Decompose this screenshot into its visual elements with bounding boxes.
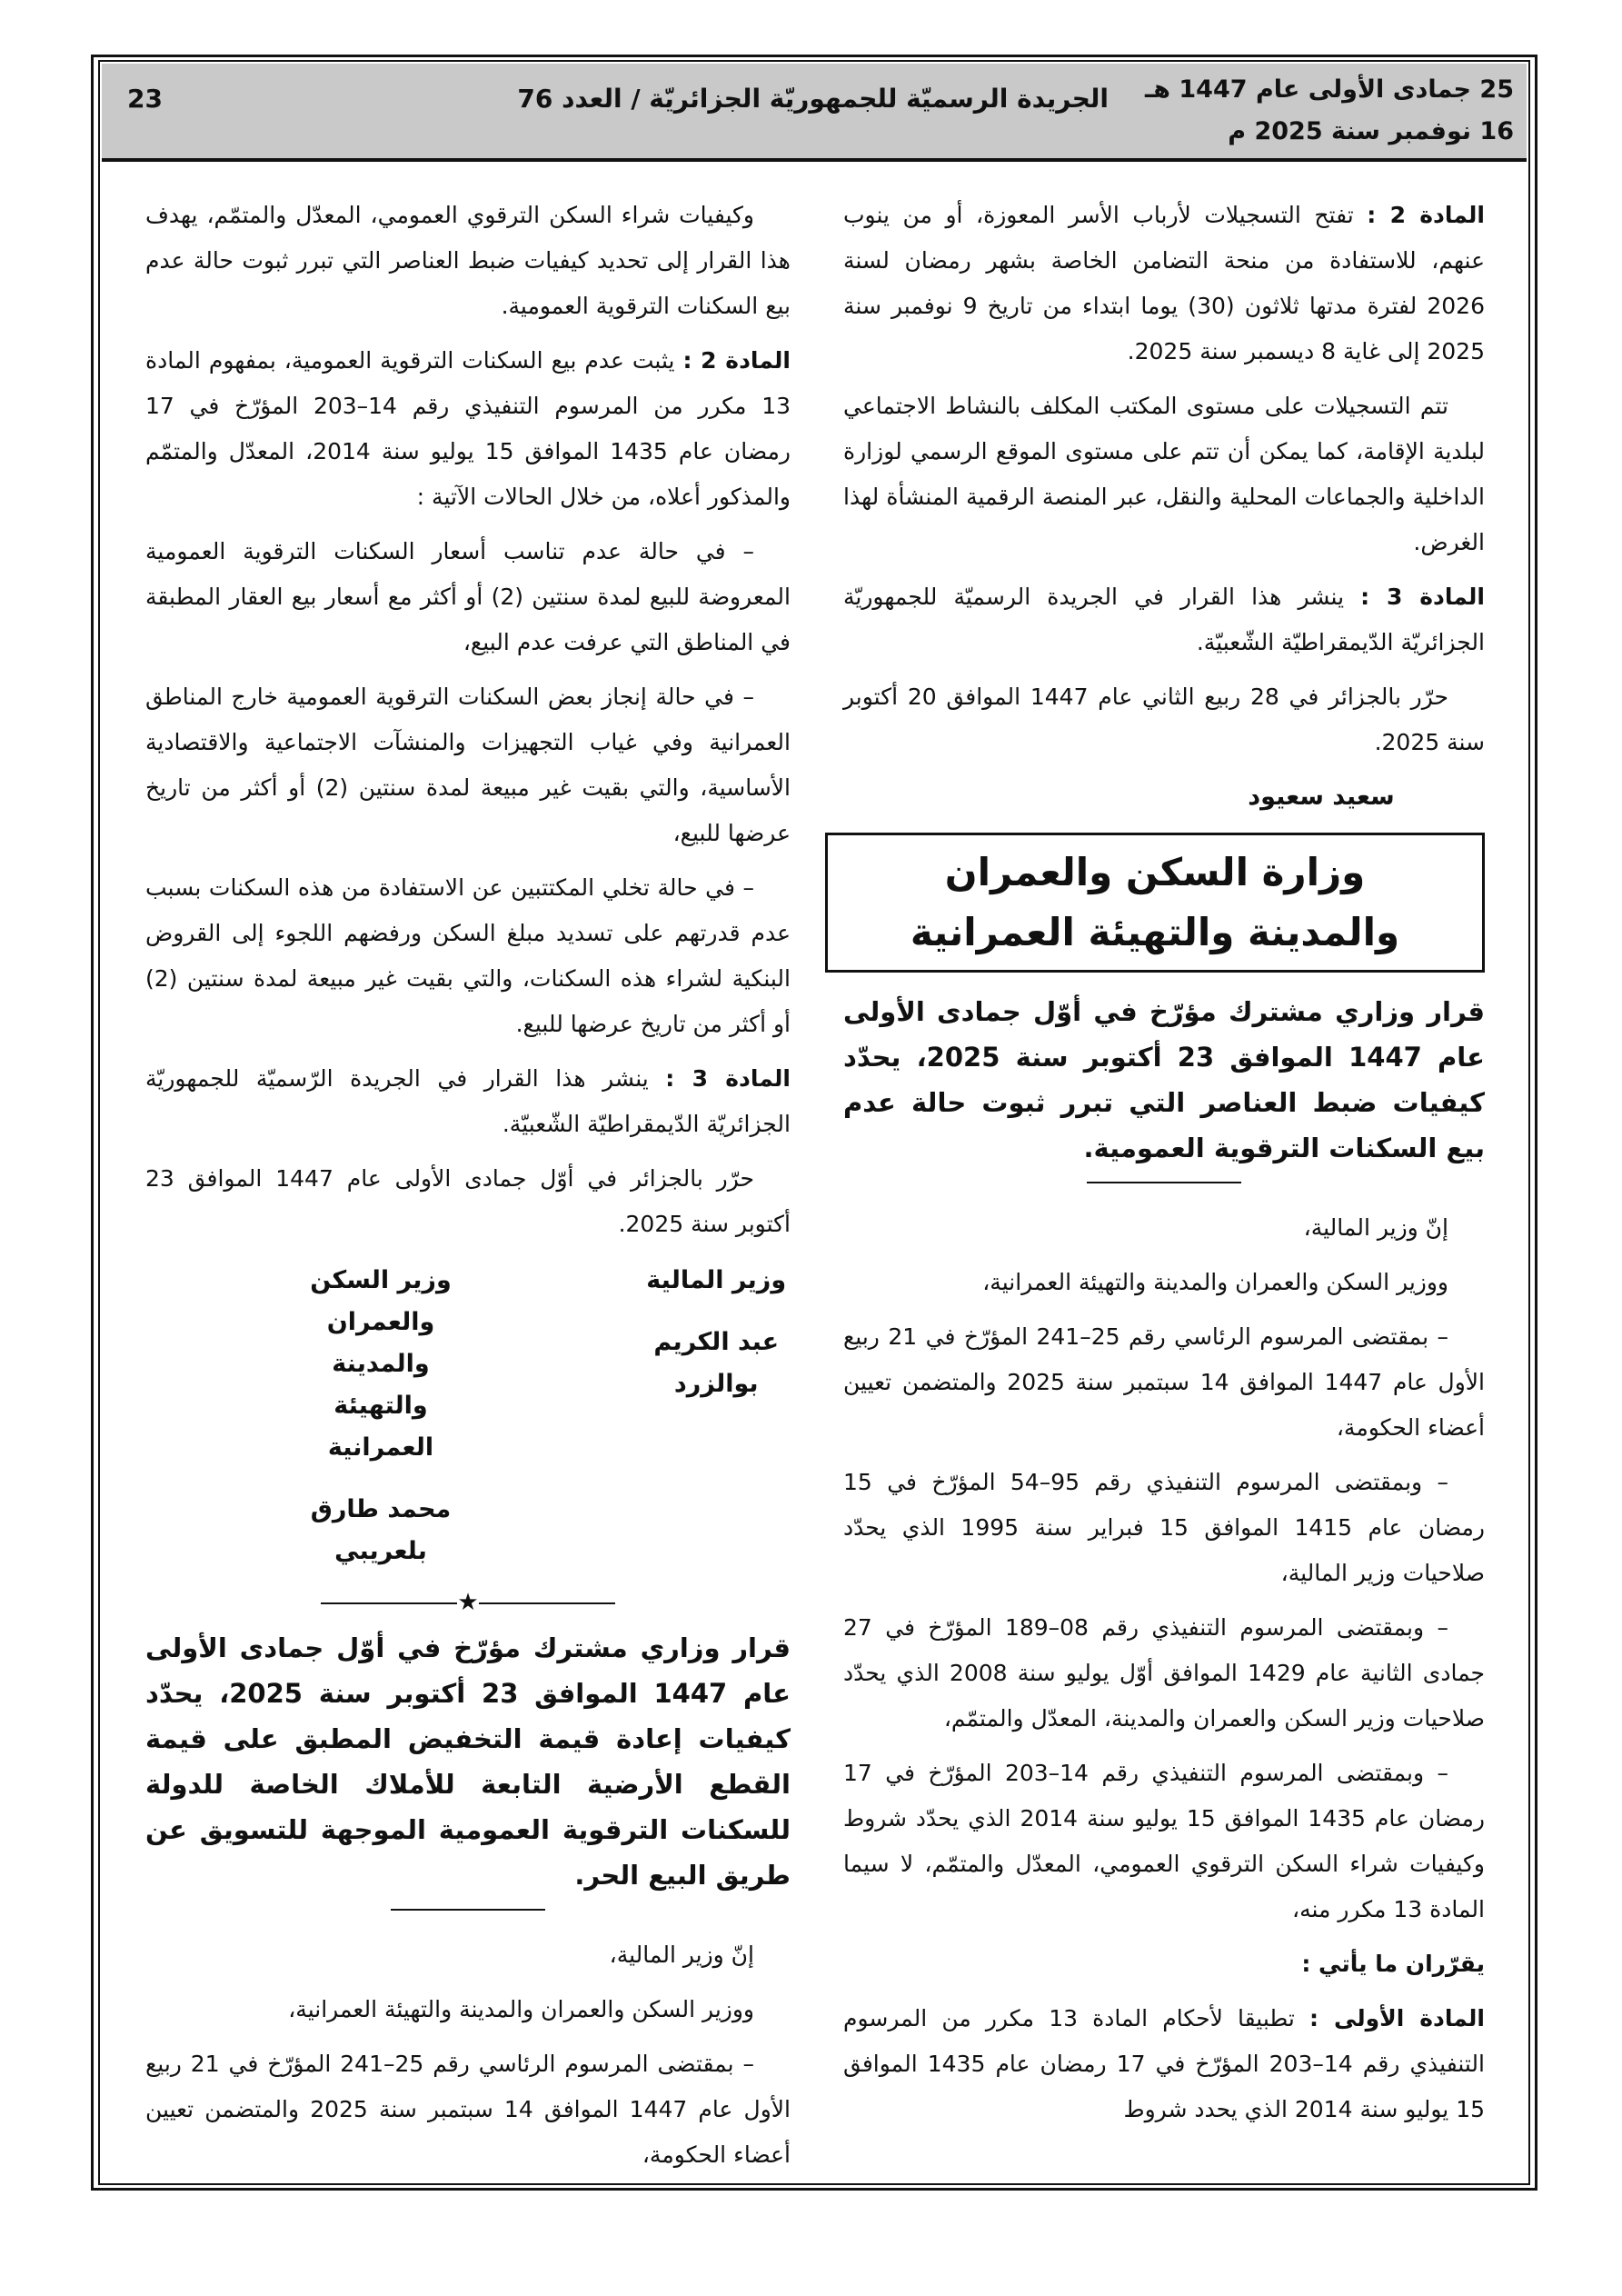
- paragraph: [145, 865, 791, 1047]
- paragraph: [145, 193, 791, 329]
- paragraph-text: حرّر بالجزائر في أوّل جمادى الأولى عام 1447 الموافق 23 أكتوبر سنة 2025.: [145, 1165, 791, 1237]
- header-date-gregorian: 16 نوفمبر سنة 2025 م: [1228, 117, 1514, 145]
- article-label: يقرّران ما يأتي :: [1301, 1951, 1485, 1977]
- paragraph: [843, 193, 1485, 374]
- star-divider: [145, 1589, 791, 1616]
- right-column: [843, 193, 1485, 2141]
- paragraph: [843, 674, 1485, 765]
- signatory-title: وزير المالية: [646, 1266, 787, 1294]
- paragraph-text: – بمقتضى المرسوم الرئاسي رقم 25–241 المؤرّخ في 21 ربيع الأول عام 1447 الموافق 14 سبتمبر سنة 2025 والمتضمن تعيين أعضاء الحكومة،: [843, 1323, 1485, 1441]
- signatory-housing: [145, 1260, 455, 1572]
- signatory-name: محمد طارق بلعريبي: [310, 1495, 452, 1565]
- paragraph: [145, 674, 791, 856]
- paragraph: [843, 1205, 1485, 1251]
- paragraph: [145, 529, 791, 665]
- header-date: [1145, 69, 1514, 153]
- article-label: المادة الأولى :: [1309, 2005, 1485, 2031]
- divider-line: [479, 1602, 615, 1604]
- signatory-title: وزير السكن والعمران والمدينة والتهيئة العمرانية: [310, 1266, 452, 1462]
- paragraph-text: – في حالة تخلي المكتتبين عن الاستفادة من هذه السكنات بسبب عدم قدرتهم على تسديد مبلغ السكن ورفضهم اللجوء إلى القروض البنكية لشراء هذه السكنات، والتي بقيت غير مبيعة لمدة سنتين (2) أو أكثر من تاريخ عرضها للبيع.: [145, 874, 791, 1037]
- decree-title: قرار وزاري مشترك مؤرّخ في أوّل جمادى الأولى عام 1447 الموافق 23 أكتوبر سنة 2025، يحدّد كيفيات ضبط العناصر التي تبرر ثبوت حالة عدم بيع السكنات الترقوية العمومية.: [843, 996, 1485, 1163]
- paragraph-text: حرّر بالجزائر في 28 ربيع الثاني عام 1447 الموافق 20 أكتوبر سنة 2025.: [843, 684, 1485, 755]
- paragraph: [145, 1987, 791, 2032]
- paragraph-text: تطبيقا لأحكام المادة 13 مكرر من المرسوم التنفيذي رقم 14–203 المؤرّخ في 17 رمضان عام 1435 الموافق 15 يوليو سنة 2014 الذي يحدد شروط: [843, 2005, 1485, 2122]
- paragraph-text: تتم التسجيلات على مستوى المكتب المكلف بالنشاط الاجتماعي لبلدية الإقامة، كما يمكن أن تتم على مستوى الموقع الرسمي لوزارة الداخلية والجماعات المحلية والنقل، عبر المنصة الرقمية المنشأة لهذا الغرض.: [843, 393, 1485, 555]
- paragraph: [145, 1156, 791, 1247]
- paragraph: [843, 1605, 1485, 1742]
- paragraph: [843, 1314, 1485, 1451]
- divider-rule: [391, 1909, 545, 1911]
- paragraph-text: – وبمقتضى المرسوم التنفيذي رقم 14–203 المؤرّخ في 17 رمضان عام 1435 الموافق 15 يوليو سنة 2014 الذي يحدّد شروط وكيفيات شراء السكن الترقوي العمومي، المعدّل والمتمّم، لا سيما المادة 13 مكرر منه،: [843, 1760, 1485, 1922]
- paragraph-text: ووزير السكن والعمران والمدينة والتهيئة العمرانية،: [288, 1996, 754, 2022]
- paragraph: [145, 338, 791, 520]
- paragraph-text: ووزير السكن والعمران والمدينة والتهيئة العمرانية،: [982, 1269, 1448, 1295]
- paragraph-text: – في حالة عدم تناسب أسعار السكنات الترقوية العمومية المعروضة للبيع لمدة سنتين (2) أو أكثر مع أسعار بيع العقار المطبقة في المناطق التي عرفت عدم البيع،: [145, 538, 791, 655]
- paragraph: [145, 1056, 791, 1147]
- signatory-finance: [481, 1260, 791, 1572]
- left-column: [145, 193, 791, 2187]
- paragraph: [145, 1932, 791, 1978]
- header-date-hijri: 25 جمادى الأولى عام 1447 هـ: [1145, 75, 1514, 104]
- paragraph-text: – بمقتضى المرسوم الرئاسي رقم 25–241 المؤرّخ في 21 ربيع الأول عام 1447 الموافق 14 سبتمبر سنة 2025 والمتضمن تعيين أعضاء الحكومة،: [145, 2051, 791, 2168]
- divider-line: [321, 1602, 457, 1604]
- ministry-title-box: [825, 833, 1485, 973]
- paragraph: [843, 1996, 1485, 2132]
- paragraph: [843, 1260, 1485, 1305]
- article-label: المادة 3 :: [1360, 584, 1485, 610]
- paragraph: [145, 2041, 791, 2178]
- decree-title: قرار وزاري مشترك مؤرّخ في أوّل جمادى الأولى عام 1447 الموافق 23 أكتوبر سنة 2025، يحدّد كيفيات إعادة قيمة التخفيض المطبق على قيمة القطع الأرضية التابعة للأملاك الخاصة للدولة للسكنات الترقوية العمومية الموجهة للتسويق عن طريق البيع الحر.: [145, 1632, 791, 1891]
- paragraph-text: ينشر هذا القرار في الجريدة الرسميّة للجمهوريّة الجزائريّة الدّيمقراطيّة الشّعبيّة.: [843, 584, 1485, 655]
- signatures: [145, 1260, 791, 1572]
- paragraph-text: تفتح التسجيلات لأرباب الأسر المعوزة، أو من ينوب عنهم، للاستفادة من منحة التضامن الخاصة بشهر رمضان لسنة 2026 لفترة مدتها ثلاثون (30) يوما ابتداء من تاريخ 9 نوفمبر سنة 2025 إلى غاية 8 ديسمبر سنة 2025.: [843, 202, 1485, 364]
- paragraph-text: إنّ وزير المالية،: [609, 1942, 754, 1968]
- article-label: المادة 2 :: [1367, 202, 1485, 228]
- signature-name: سعيد سعيود: [1248, 783, 1395, 811]
- paragraph-text: – في حالة إنجاز بعض السكنات الترقوية العمومية خارج المناطق العمرانية وفي غياب التجهيزات والمنشآت الاجتماعية والاقتصادية الأساسية، والتي بقيت غير مبيعة لمدة سنتين (2) أو أكثر من تاريخ عرضها للبيع،: [145, 684, 791, 846]
- paragraph: [843, 1751, 1485, 1932]
- paragraph-text: يثبت عدم بيع السكنات الترقوية العمومية، بمفهوم المادة 13 مكرر من المرسوم التنفيذي رقم 14–203 المؤرّخ في 17 رمضان عام 1435 الموافق 15 يوليو سنة 2014، المعدّل والمتمّم والمذكور أعلاه، من خلال الحالات الآتية :: [145, 347, 791, 510]
- paragraph: [843, 1460, 1485, 1596]
- page-number: 23: [127, 84, 163, 114]
- signatory-name: عبد الكريم بوالزرد: [653, 1328, 780, 1398]
- header-title: الجريدة الرسميّة للجمهوريّة الجزائريّة / العدد 76: [517, 84, 1109, 114]
- paragraph-text: – وبمقتضى المرسوم التنفيذي رقم 08–189 المؤرّخ في 27 جمادى الثانية عام 1429 الموافق أوّل يوليو سنة 2008 الذي يحدّد صلاحيات وزير السكن والعمران والمدينة، المعدّل والمتمّم،: [843, 1614, 1485, 1732]
- paragraph-text: ينشر هذا القرار في الجريدة الرّسميّة للجمهوريّة الجزائريّة الدّيمقراطيّة الشّعبيّة.: [145, 1065, 791, 1137]
- paragraph-text: – وبمقتضى المرسوم التنفيذي رقم 95–54 المؤرّخ في 15 رمضان عام 1415 الموافق 15 فبراير سنة 1995 الذي يحدّد صلاحيات وزير المالية،: [843, 1469, 1485, 1586]
- page-header: [102, 64, 1527, 162]
- article-label: المادة 3 :: [665, 1065, 791, 1092]
- paragraph: [843, 574, 1485, 665]
- ministry-title-line: وزارة السكن والعمران: [944, 850, 1366, 894]
- paragraph: [843, 384, 1485, 565]
- divider-rule: [1087, 1182, 1241, 1183]
- star-icon: ★: [457, 1589, 479, 1616]
- ministry-title-line: والمدينة والتهيئة العمرانية: [910, 910, 1400, 954]
- paragraph-text: وكيفيات شراء السكن الترقوي العمومي، المعدّل والمتمّم، يهدف هذا القرار إلى تحديد كيفيات ضبط العناصر التي تبرر ثبوت حالة عدم بيع السكنات الترقوية العمومية.: [145, 202, 791, 319]
- paragraph: [843, 1942, 1485, 1987]
- article-label: المادة 2 :: [682, 347, 791, 374]
- paragraph-text: إنّ وزير المالية،: [1303, 1214, 1448, 1241]
